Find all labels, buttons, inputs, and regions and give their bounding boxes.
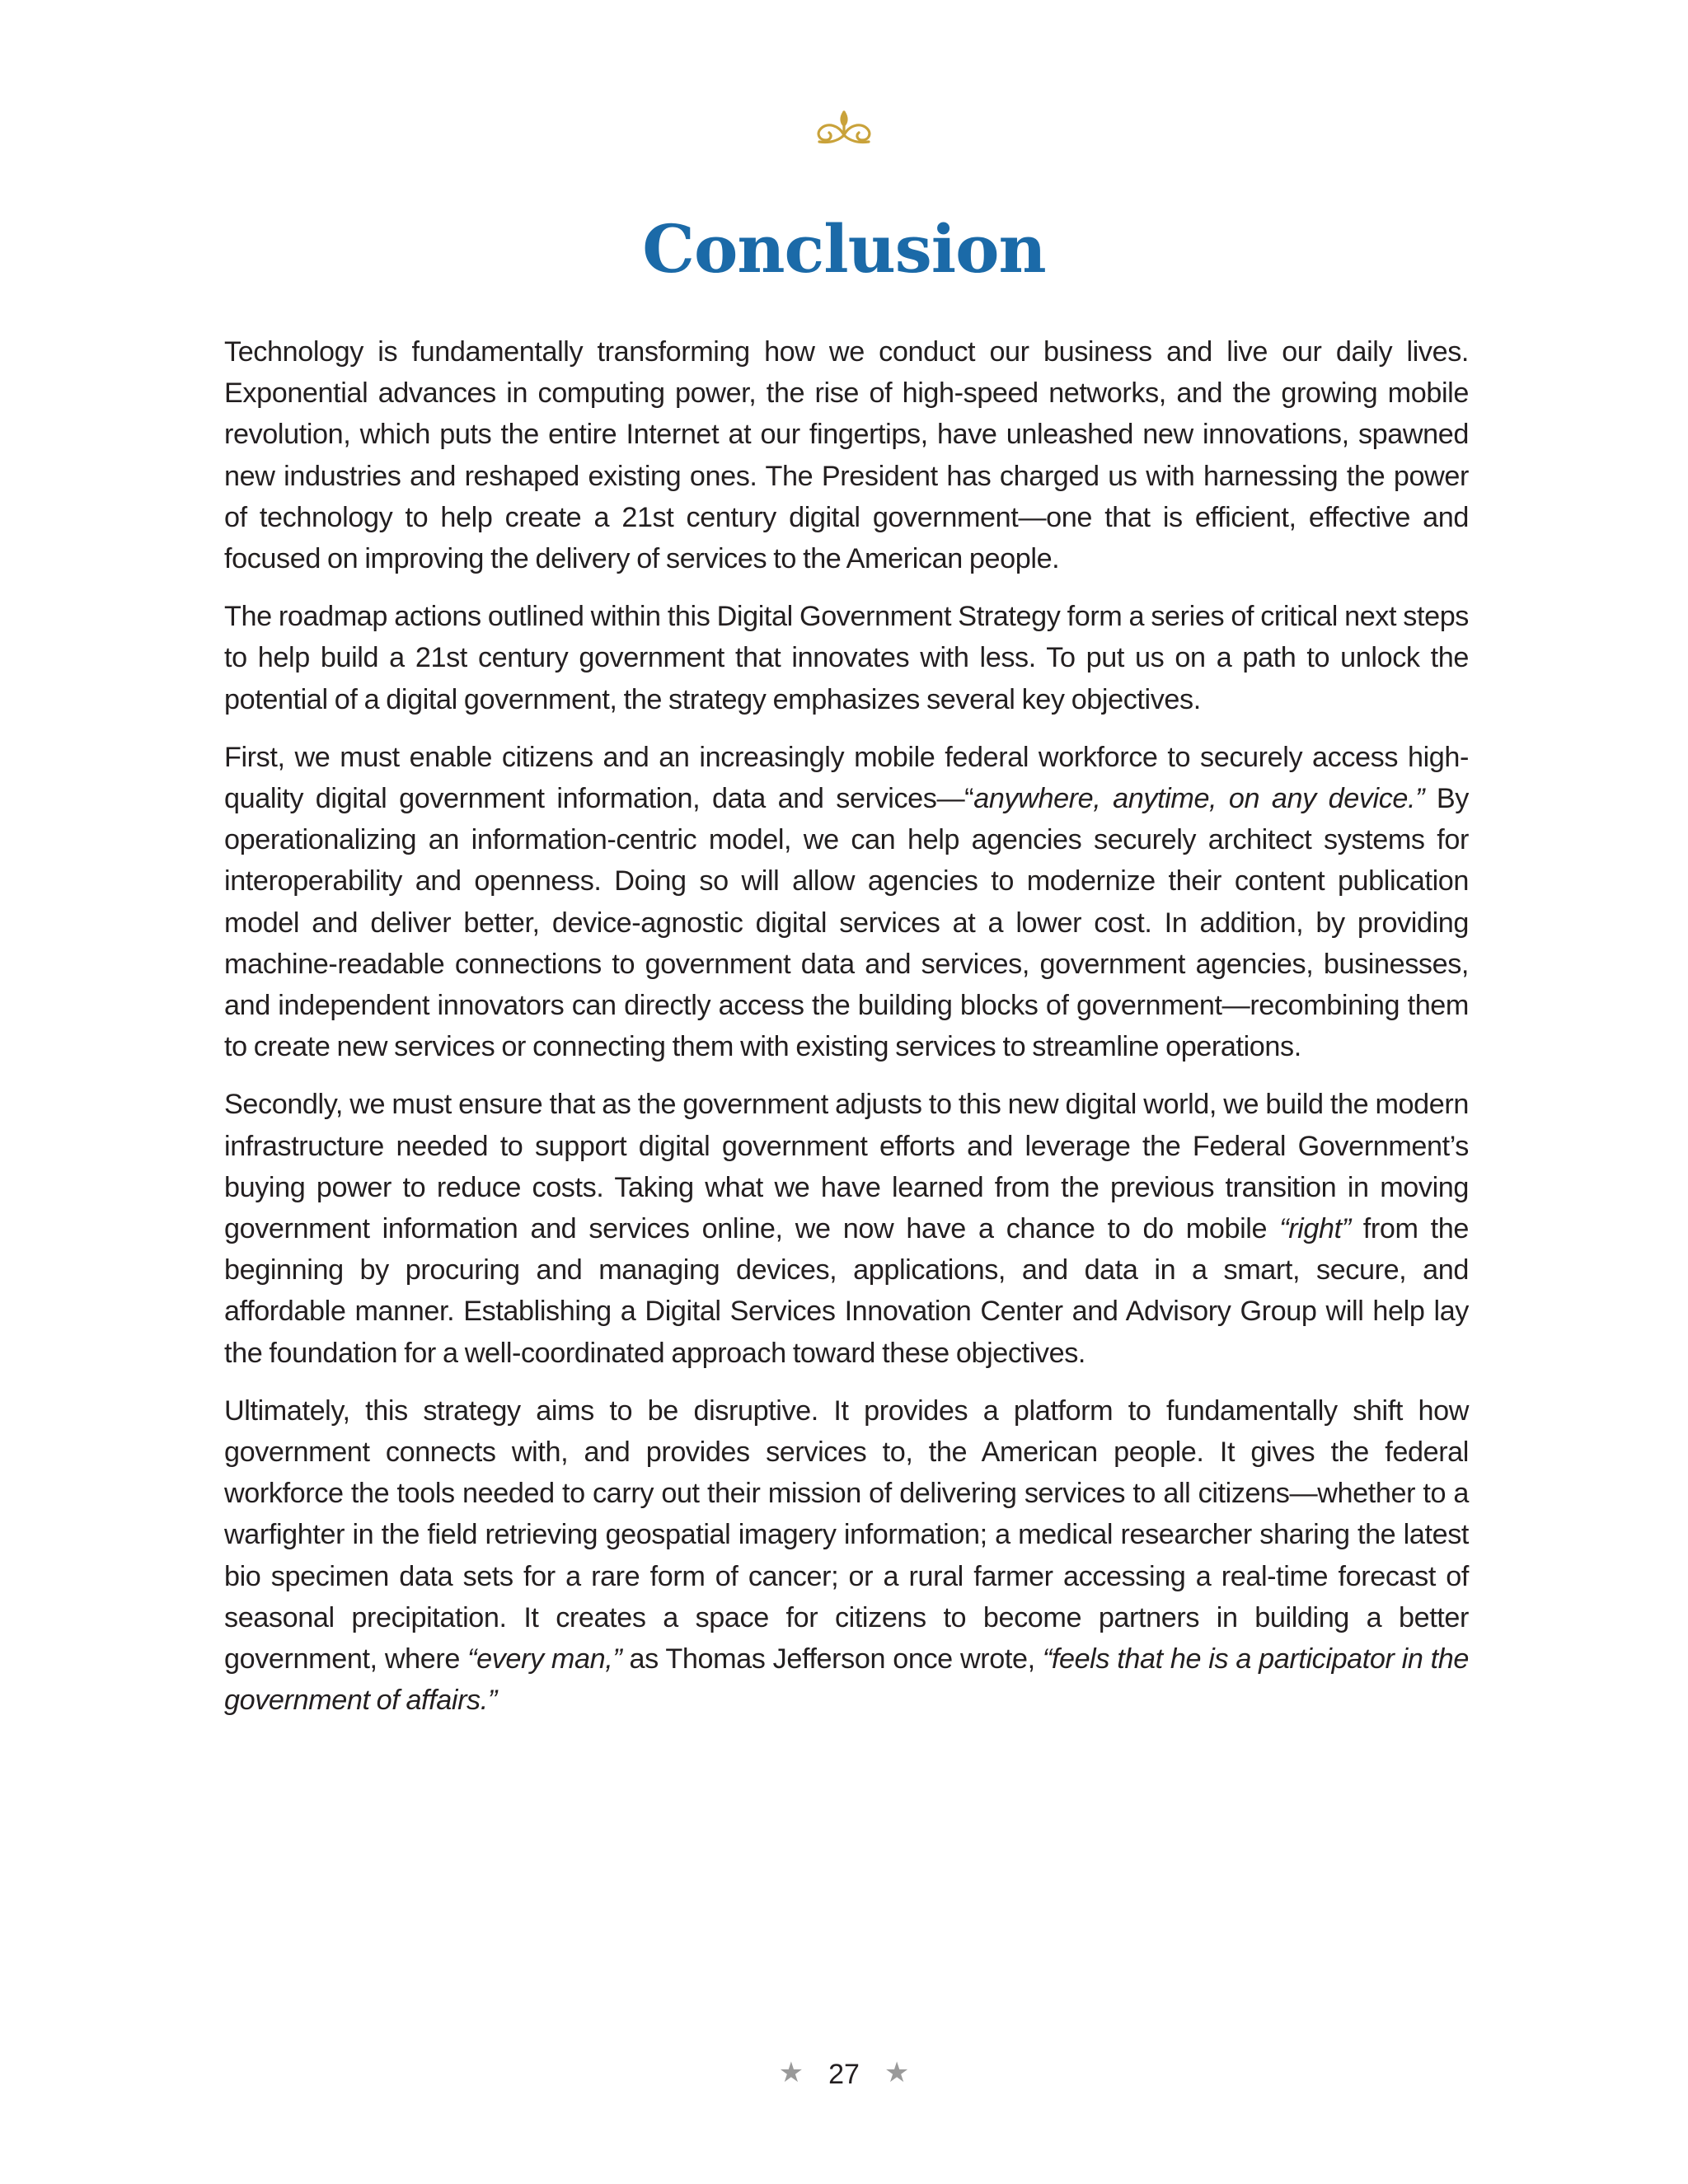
- paragraph-text: Technology is fundamentally transforming how we conduct our business and live our daily lives. Exponential advances in computing power, the rise of high-speed networks, and the growing mobile revolution, which puts the entire Internet at our fingertips, have unleashed new innovations, spawned new industries and reshaped existing ones. The President has charged us with harnessing the power of technology to help create a 21st century digital government—one that is efficient, effective and focused on improving the delivery of services to the American people.: [224, 336, 1469, 575]
- paragraph-text: as Thomas Jefferson once wrote,: [621, 1643, 1043, 1675]
- italic-quote: “right”: [1279, 1213, 1351, 1245]
- star-icon: ★: [884, 2057, 910, 2088]
- body-paragraph: [224, 331, 1469, 579]
- italic-quote: “every man,”: [467, 1643, 622, 1675]
- fleuron-icon: [803, 107, 885, 148]
- paragraph-text: The roadmap actions outlined within this Digital Government Strategy form a series of critical next steps to help build a 21st century government that innovates with less. To put us on a path to unlock the potential of a digital government, the strategy emphasizes several key objectives.: [224, 601, 1469, 715]
- paragraph-text: By operationalizing an information-centric model, we can help agencies securely architect systems for interoperability and openness. Doing so will allow agencies to modernize their content publication model and deliver better, device-agnostic digital services at a lower cost. In addition, by providing machine-readable connections to government data and services, government agencies, businesses, and independent innovators can directly access the building blocks of government—recombining them to create new services or connecting them with existing services to streamline operations.: [224, 783, 1469, 1063]
- page-footer: [0, 2052, 1688, 2095]
- page-title: Conclusion: [642, 210, 1046, 288]
- page-number: 27: [828, 2059, 860, 2090]
- body-paragraph: [224, 737, 1469, 1068]
- conclusion-body: [224, 331, 1469, 1738]
- italic-quote: anywhere, anytime, on any device.”: [973, 783, 1425, 815]
- paragraph-text: Ultimately, this strategy aims to be disruptive. It provides a platform to fundamentally shift how government connects with, and provides services to, the American people. It gives the federal workforce the tools needed to carry out their mission of delivering services to all citizens—whether to a warfighter in the field retrieving geospatial imagery information; a medical researcher sharing the latest bio specimen data sets for a rare form of cancer; or a rural farmer accessing a real-time forecast of seasonal precipitation. It creates a space for citizens to become partners in building a better government, where: [224, 1394, 1469, 1675]
- body-paragraph: [224, 1084, 1469, 1373]
- body-paragraph: [224, 596, 1469, 720]
- body-paragraph: [224, 1390, 1469, 1722]
- paragraph-text: Secondly, we must ensure that as the government adjusts to this new digital world, we build the modern infrastructure needed to support digital government efforts and leverage the Federal Government’s buying power to reduce costs. Taking what we have learned from the previous transition in moving government information and services online, we now have a chance to do mobile: [224, 1089, 1469, 1245]
- paragraph-text: First, we must enable citizens and an increasingly mobile federal workforce to securely access high-quality digital government information, data and services—“: [224, 741, 1469, 815]
- paragraph-text: from the beginning by procuring and managing devices, applications, and data in a smart, secure, and affordable manner. Establishing a Digital Services Innovation Center and Advisory Group will help lay the foundation for a well-coordinated approach toward these objectives.: [224, 1213, 1469, 1369]
- star-icon: ★: [778, 2057, 804, 2088]
- italic-quote: “feels that he is a participator in the government of affairs.”: [224, 1643, 1470, 1717]
